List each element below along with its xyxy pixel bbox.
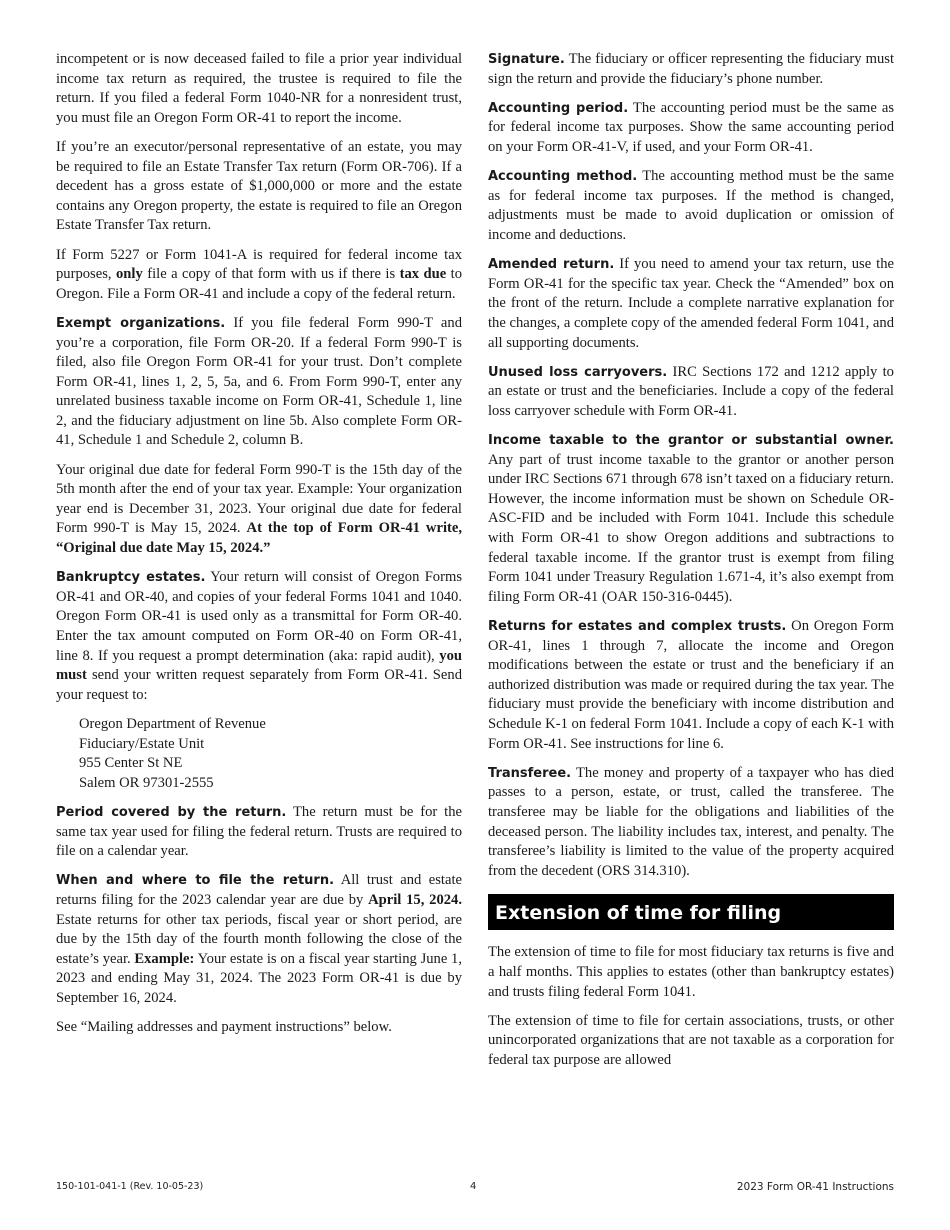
heading-exempt-organizations: Exempt organizations. bbox=[56, 315, 226, 331]
footer-form-id: 150-101-041-1 (Rev. 10-05-23) bbox=[56, 1181, 204, 1192]
left-column bbox=[56, 50, 462, 1047]
paragraph-form-5227: If Form 5227 or Form 1041-A is required for federal income tax purposes, only file a copy of that form with us if there is tax due to Oregon. File a Form OR-41 and include a copy of the federal return. bbox=[56, 246, 463, 302]
paragraph-bankruptcy-estates: Bankruptcy estates. Your return will consist of Oregon Forms OR-41 and OR-40, and copies of your federal Forms 1041 and 1040. Oregon Form OR-41 is used only as a transmittal for Form OR-40. Enter the tax amount computed on Form OR-40 on Form OR-41, line 8. If you request a prompt determination (aka: rapid audit), you must send your written request separately from Form OR-41. Send your request to: bbox=[56, 569, 462, 703]
paragraph-complex-trusts: Returns for estates and complex trusts. On Oregon Form OR-41, lines 1 through 7, allocate the income and Oregon modifications between the estate or trust and the beneficiary if an authorized distribution was made or required during the tax year. The fiduciary must provide the beneficiary with income distribution and Schedule K-1 on federal Form 1041. Include a copy of each K-1 with Form OR-41. See instructions for line 6. bbox=[488, 618, 894, 752]
paragraph-period-covered: Period covered by the return. The return must be for the same tax year used for filing the federal return. Trusts are required to file on a calendar year. bbox=[56, 803, 462, 860]
heading-period-covered: Period covered by the return. bbox=[56, 804, 287, 820]
heading-transferee: Transferee. bbox=[488, 765, 572, 781]
paragraph-original-due-date: Your original due date for federal Form 990-T is the 15th day of the 5th month after the end of your tax year. Example: Your organization year end is December 31, 2023. Your original due date for federal Form 990-T is May 15, 2024. At the top of Form OR-41 write, “Original due date May 15, 2024.” bbox=[56, 461, 462, 557]
paragraph-extension-1: The extension of time to file for most fiduciary tax returns is five and a half months. This applies to estates (other than bankruptcy estates) and trusts filing federal Form 1041. bbox=[488, 944, 894, 1000]
paragraph-trustee: incompetent or is now deceased failed to file a prior year individual income tax return as required, the trustee is required to file the return. If you filed a federal Form 1040-NR for a nonresident trust, you must file an Oregon Form OR-41 to report the income. bbox=[56, 51, 462, 126]
heading-accounting-period: Accounting period. bbox=[488, 100, 629, 116]
heading-complex-trusts: Returns for estates and complex trusts. bbox=[488, 619, 787, 634]
heading-bankruptcy-estates: Bankruptcy estates. bbox=[56, 570, 206, 586]
paragraph-see-mailing-addresses: See “Mailing addresses and payment instructions” below. bbox=[56, 1019, 392, 1036]
footer-page-number: 4 bbox=[470, 1181, 477, 1192]
address-line: Salem OR 97301-2555 bbox=[79, 774, 214, 791]
address-line: Fiduciary/Estate Unit bbox=[79, 735, 205, 752]
paragraph-accounting-period: Accounting period. The accounting period must be the same as for federal income tax purposes. Show the same accounting period on your Form OR-41-V, if used, and your Form OR-41. bbox=[488, 99, 894, 155]
paragraph-exempt-organizations: Exempt organizations. If you file federal Form 990-T and you’re a corporation, file Form OR-20. If a federal Form 990-T is filed, also file Oregon Form OR-41 for your trust. Don’t complete Form OR-41, lines 1, 2, 5, 5a, and 6. From Form 990-T, enter any unrelated business taxable income on Form OR-41, Schedule 1, line 2, and the fiduciary adjustment on line 5b. Also complete Form OR-41, Schedule 1 and Schedule 2, column B. bbox=[56, 314, 462, 449]
heading-accounting-method: Accounting method. bbox=[488, 169, 638, 185]
address-line: Oregon Department of Revenue bbox=[79, 715, 266, 732]
right-column bbox=[488, 50, 894, 1080]
paragraph-accounting-method: Accounting method. The accounting method must be the same as for federal income tax purposes. If the method is changed, adjustments must be made to avoid duplication or omission of income and deductions. bbox=[488, 168, 894, 243]
heading-grantor-income: Income taxable to the grantor or substantial owner. bbox=[488, 433, 894, 449]
mailing-address bbox=[79, 715, 462, 793]
footer-document-title: 2023 Form OR-41 Instructions bbox=[736, 1181, 894, 1193]
paragraph-signature: Signature. The fiduciary or officer representing the fiduciary must sign the return and provide the fiduciary’s phone number. bbox=[488, 51, 894, 87]
address-line: 955 Center St NE bbox=[79, 755, 183, 772]
heading-signature: Signature. bbox=[488, 52, 565, 67]
paragraph-when-where-to-file: When and where to file the return. All trust and estate returns filing for the 2023 calendar year are due by April 15, 2024. Estate returns for other tax periods, fiscal year or short period, are due by the 15th day of the fourth month following the close of the estate’s year. Example: Your estate is on a fiscal year starting June 1, 2023 and ending May 31, 2024. The 2023 Form OR-41 is due by September 16, 2024. bbox=[56, 872, 463, 1006]
paragraph-extension-2: The extension of time to file for certain associations, trusts, or other unincorporated organizations that are not taxable as a corporation for federal tax purpose are allowed bbox=[488, 1012, 894, 1068]
heading-amended-return: Amended return. bbox=[488, 257, 615, 273]
paragraph-grantor-income: Income taxable to the grantor or substantial owner. Any part of trust income taxable to the grantor or another person under IRC Sections 671 through 678 isn’t taxed on a fiduciary return. However, the income information must be shown on Schedule OR-ASC-FID and be included with Form 1041. Include this schedule with Form OR-41 to show Oregon additions and subtractions to federal taxable income. If the grantor trust is exempt from filing Form 1041 under Treasury Regulation 1.671-4, it’s also exempt from filing Form OR-41 (OAR 150-316-0445). bbox=[488, 433, 894, 605]
paragraph-unused-loss-carryovers: Unused loss carryovers. IRC Sections 172 and 1212 apply to an estate or trust and the beneficiaries. Include a copy of the federal loss carryover schedule with Form OR-41. bbox=[488, 363, 894, 419]
paragraph-transferee: Transferee. The money and property of a taxpayer who has died passes to a person, estate, or trust, called the transferee. The transferee may be liable for the obligations and liabilities of the deceased person. The liability includes tax, interest, and penalty. The transferee’s liability is limited to the value of the property acquired from the decedent (ORS 314.310). bbox=[488, 764, 894, 879]
paragraph-amended-return: Amended return. If you need to amend your tax return, use the Form OR-41 for the specific tax year. Check the “Amended” box on the front of the return. Include a complete narrative explanation for the changes, a complete copy of the amended federal Form 1041, and all supporting documents. bbox=[488, 256, 894, 351]
paragraph-estate-transfer-tax: If you’re an executor/personal representative of an estate, you may be required to file an Estate Transfer Tax return (Form OR-706). If a decedent has a gross estate of $1,000,000 or more and the estate contains any Oregon property, the estate is required to file an Oregon Estate Transfer Tax return. bbox=[56, 138, 462, 234]
heading-unused-loss-carryovers: Unused loss carryovers. bbox=[488, 364, 668, 380]
heading-when-where-to-file: When and where to file the return. bbox=[56, 873, 335, 889]
section-heading-extension: Extension of time for filing bbox=[488, 894, 894, 930]
